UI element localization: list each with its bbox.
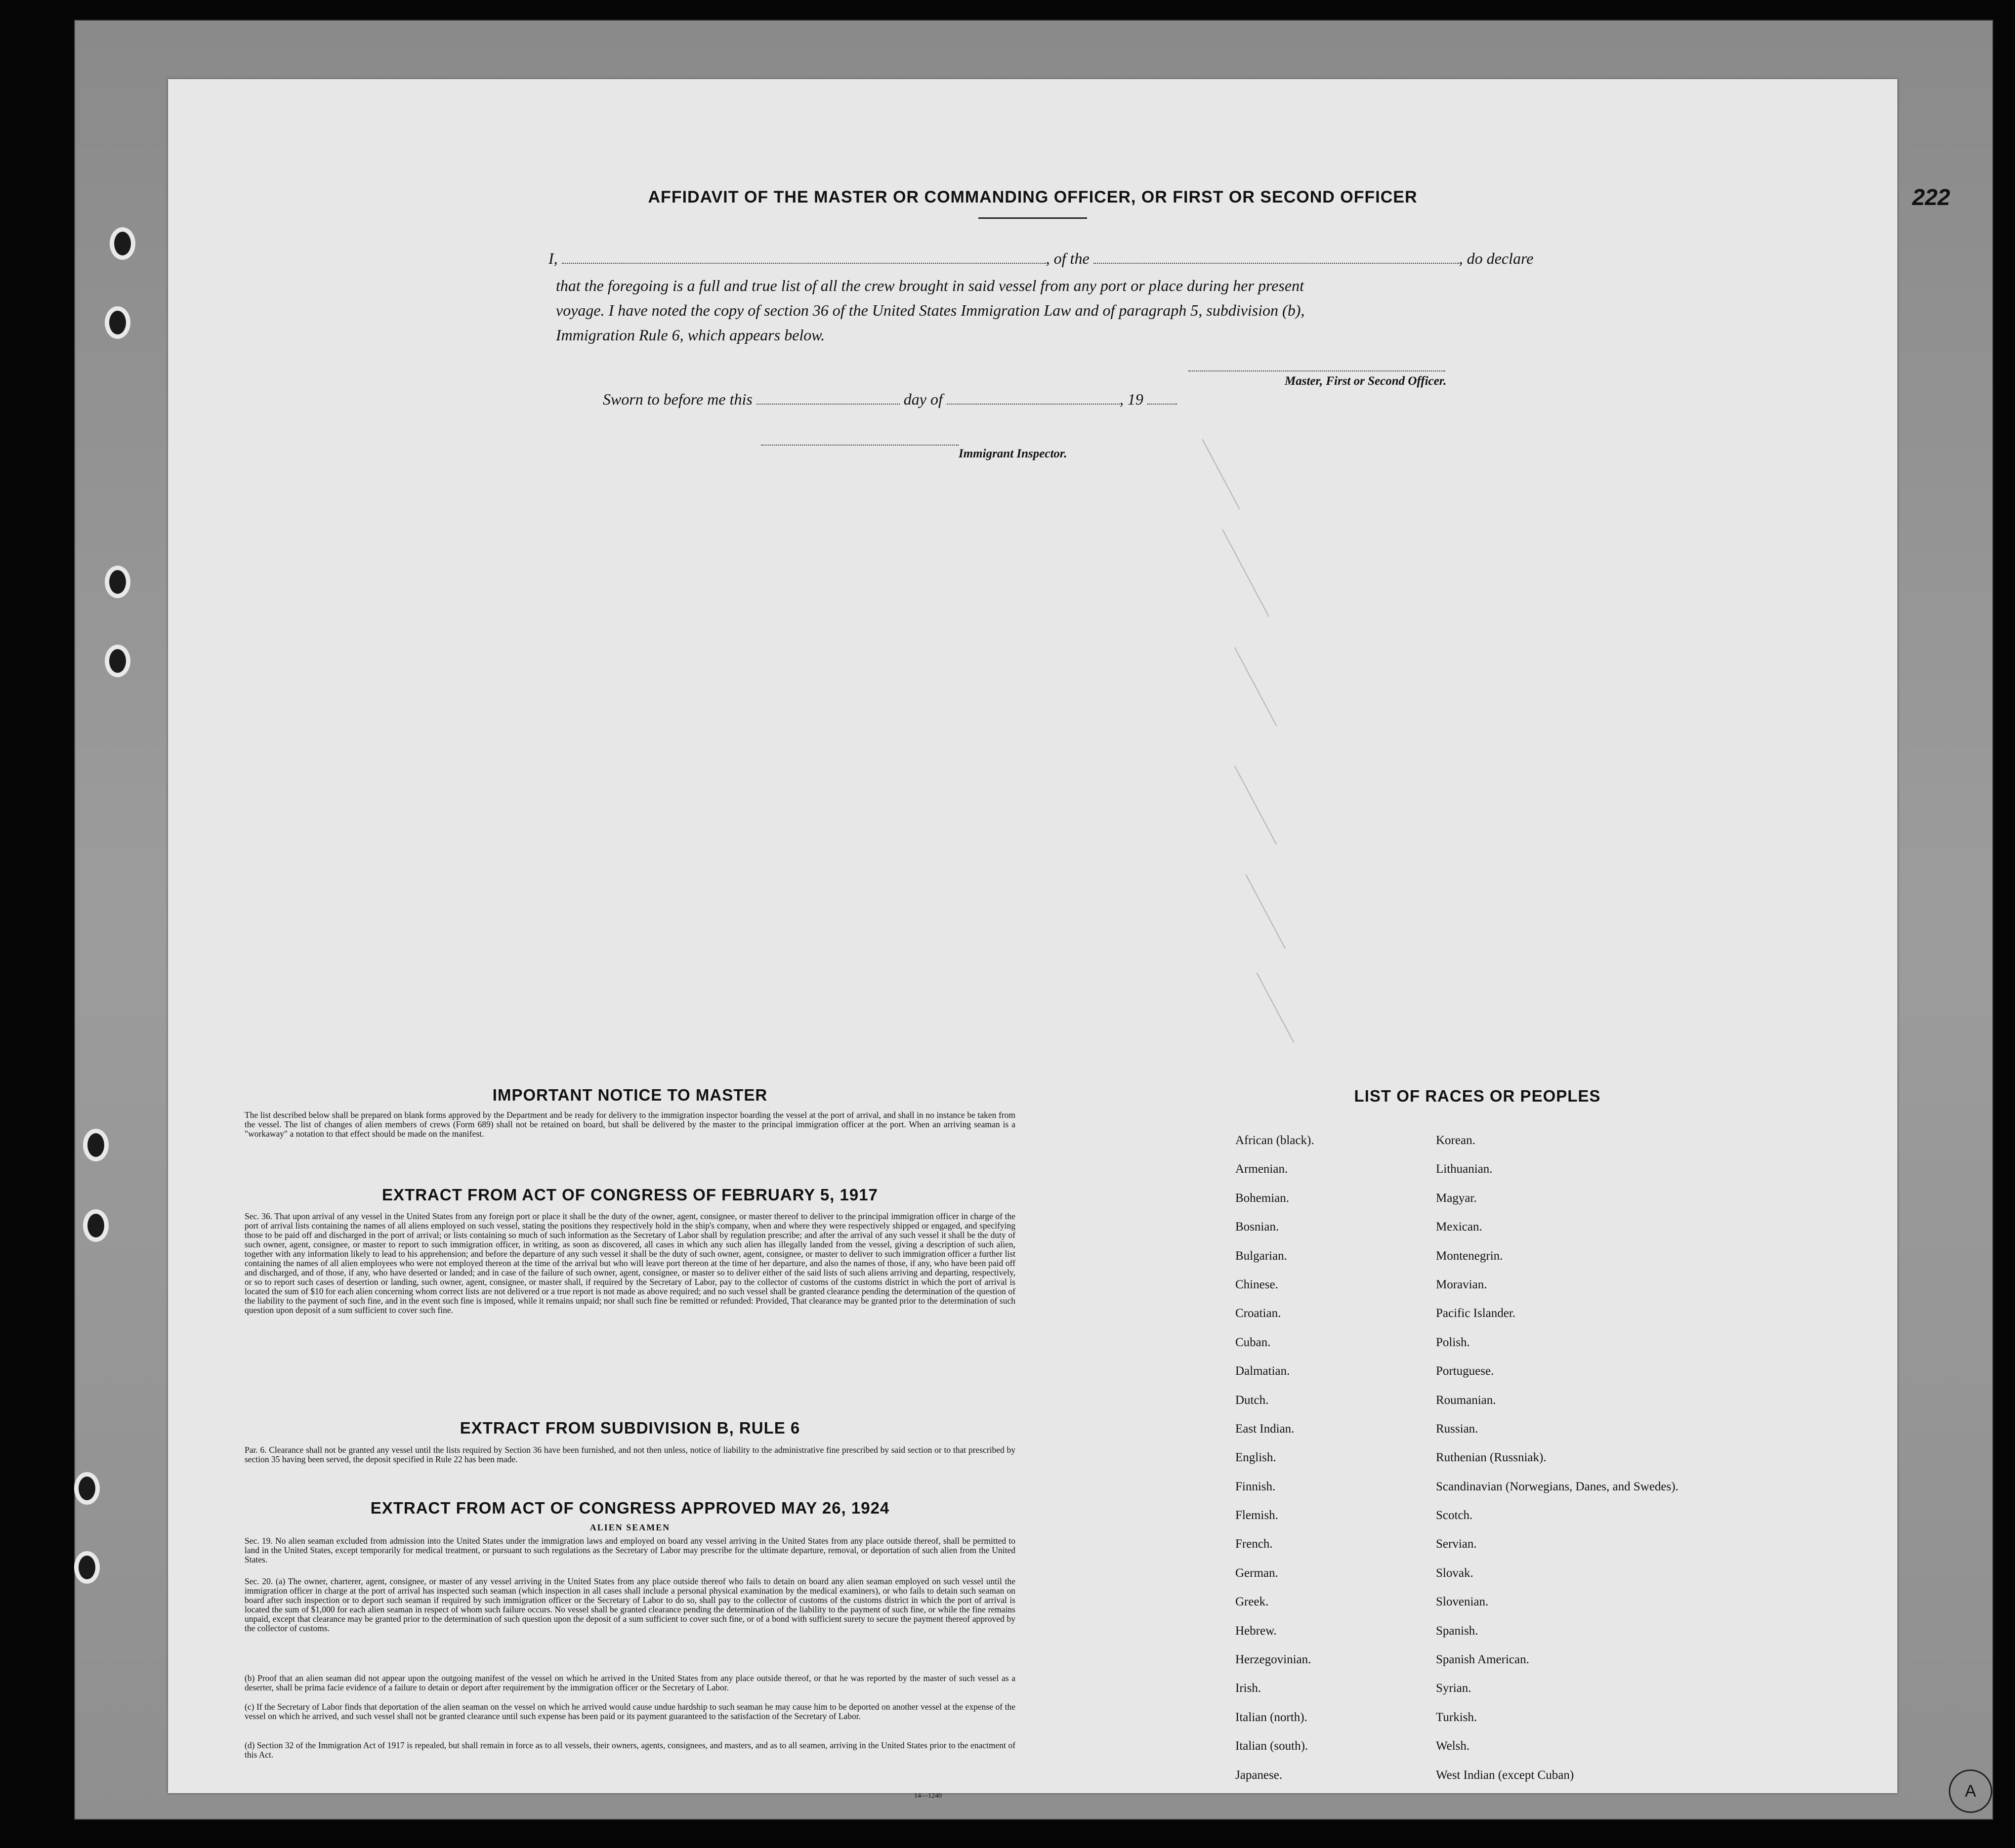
master-caption: Master, First or Second Officer. xyxy=(1285,374,1447,388)
form-code: 14—1240 xyxy=(914,1792,942,1800)
race-item: Italian (south). xyxy=(1235,1739,1308,1753)
race-item: Chinese. xyxy=(1235,1277,1278,1291)
vessel-field[interactable] xyxy=(1093,251,1459,264)
race-item: Welsh. xyxy=(1436,1739,1470,1753)
race-item: German. xyxy=(1235,1566,1278,1580)
notice-text: The list described below shall be prepared on blank forms approved by the Department and be ready for delivery to the immigration inspector boarding the vessel at the port of arrival, and shall in no instance be taken from the vessel. The list of changes of alien members of crews (Form 689) shall not be retained on board, but shall be delivered by the master to the principal immigration officer at the port. When an arriving seaman is a "workaway" a notation to that effect should be made on the manifest. xyxy=(245,1110,1015,1139)
sworn-year-label: , 19 xyxy=(1119,390,1143,408)
race-item: Croatian. xyxy=(1235,1307,1281,1320)
race-item: Scotch. xyxy=(1436,1509,1473,1522)
races-left-column xyxy=(1235,1134,1413,1798)
binder-hole xyxy=(110,227,135,260)
race-item: Greek. xyxy=(1235,1595,1269,1609)
race-item: Roumanian. xyxy=(1436,1393,1496,1407)
race-item: African (black). xyxy=(1235,1134,1314,1147)
races-right-column xyxy=(1436,1134,1679,1798)
race-item: Magyar. xyxy=(1436,1191,1477,1205)
rule-6-text: Par. 6. Clearance shall not be granted any vessel until the lists required by Section 36 have been furnished, and not then unless, notice of liability to the administrative fine prescribed by said section or to that prescribed by section 35 having been served, the deposit specified in Rule 22 has been made. xyxy=(245,1445,1015,1464)
bleed-through-mark xyxy=(1202,439,1240,509)
race-item: Cuban. xyxy=(1235,1335,1271,1349)
declaration-line-4: Immigration Rule 6, which appears below. xyxy=(556,326,825,344)
act-1924-heading: EXTRACT FROM ACT OF CONGRESS APPROVED MAY 26, 1924 xyxy=(370,1499,890,1517)
race-item: Portuguese. xyxy=(1436,1364,1494,1378)
race-item: Russian. xyxy=(1436,1422,1478,1436)
race-item: Armenian. xyxy=(1235,1162,1288,1176)
act-1924-sec-19: Sec. 19. No alien seaman excluded from admission into the United States under the immigration laws and employed on board any vessel arriving in the United States from any place outside thereof, shall be permitted to land in the United States, except temporarily for medical treatment, or pursuant to such regulations as the Secretary of Labor may prescribe for the ultimate departure, removal, or deportation of such alien from the United States. xyxy=(245,1536,1015,1564)
race-item: Mexican. xyxy=(1436,1220,1482,1234)
races-heading: LIST OF RACES OR PEOPLES xyxy=(1354,1087,1601,1105)
declaration-line-2: that the foregoing is a full and true list of all the crew brought in said vessel from any port or place during her present xyxy=(556,277,1304,294)
race-item: Italian (north). xyxy=(1235,1710,1307,1724)
race-item: Dutch. xyxy=(1235,1393,1269,1407)
bleed-through-mark xyxy=(1234,766,1277,845)
race-item: Polish. xyxy=(1436,1335,1470,1349)
bleed-through-mark xyxy=(1222,529,1269,617)
race-item: Japanese. xyxy=(1235,1768,1283,1782)
sworn-day-label: day of xyxy=(903,390,943,408)
race-item: Spanish. xyxy=(1436,1624,1478,1638)
race-item: Spanish American. xyxy=(1436,1653,1529,1667)
declaration-line-3: voyage. I have noted the copy of section 36 of the United States Immigration Law and of paragraph 5, subdivision (b), xyxy=(556,301,1305,319)
declaration-prefix: I, xyxy=(548,249,558,267)
act-1924-sec-20b: (b) Proof that an alien seaman did not appear upon the outgoing manifest of the vessel on which he arrived in the United States from any place outside thereof, or that he was reported by the master of such vessel as a deserter, shall be prima facie evidence of a failure to detain or deport after requirement by the immigration officer or the Secretary of Labor. xyxy=(245,1673,1015,1692)
race-item: Dalmatian. xyxy=(1235,1364,1290,1378)
race-item: Bulgarian. xyxy=(1235,1249,1287,1263)
bleed-through-mark xyxy=(1245,874,1286,948)
notice-heading: IMPORTANT NOTICE TO MASTER xyxy=(492,1086,768,1104)
race-item: Montenegrin. xyxy=(1436,1249,1503,1263)
race-item: Servian. xyxy=(1436,1537,1477,1551)
bleed-through-mark xyxy=(1257,973,1295,1043)
binder-hole xyxy=(83,1129,109,1161)
race-item: Irish. xyxy=(1235,1682,1261,1695)
race-item: Slovak. xyxy=(1436,1566,1473,1580)
race-item: Hebrew. xyxy=(1235,1624,1277,1638)
binder-hole xyxy=(74,1472,100,1505)
race-item: Ruthenian (Russniak). xyxy=(1436,1451,1547,1465)
act-1924-sec-20d: (d) Section 32 of the Immigration Act of 1917 is repealed, but shall remain in force as to all vessels, their owners, agents, consignees, and masters, and as to all seamen, arriving in the United States prior to the enactment of this Act. xyxy=(245,1740,1015,1760)
declaration-line-1 xyxy=(548,249,1533,268)
race-item: Slovenian. xyxy=(1436,1595,1489,1609)
act-1924-sec-20c: (c) If the Secretary of Labor finds that deportation of the alien seaman on the vessel on which he arrived would cause undue hardship to such seaman he may cause him to be deported on another vessel at the expense of the vessel on which he arrived, and such vessel shall not be granted clearance until such expense has been paid or its payment guaranteed to the satisfaction of the Secretary of Labor. xyxy=(245,1702,1015,1721)
bleed-through-mark xyxy=(1234,647,1277,726)
race-item: Flemish. xyxy=(1235,1509,1278,1522)
page-number: 222 xyxy=(1912,184,1950,210)
race-item: Herzegovinian. xyxy=(1235,1653,1311,1667)
binder-hole xyxy=(83,1209,109,1242)
act-1924-sec-20a: Sec. 20. (a) The owner, charterer, agent, consignee, or master of any vessel arriving in the United States from any place outside thereof who fails to detain on board any alien seaman employed on such vessel until the immigration officer in charge at the port of arrival has inspected such seaman (which inspection in all cases shall include a personal physical examination by the medical examiners), or who fails to detain such seaman on board after such inspection or to deport such seaman if required by such immigration officer or the Secretary of Labor to do so, shall pay to the collector of customs of the customs district in which the port of arrival is located the sum of $1,000 for each alien seaman in respect of whom such failure occurs. No vessel shall be granted clearance pending the determination of the liability to the payment of such fine, or while the fine remains unpaid, except that clearance may be granted prior to the determination of such question upon the deposit of a sum sufficient to cover such fine, or of a bond with sufficient surety to secure the payment thereof approved by the collector of customs. xyxy=(245,1576,1015,1633)
sworn-day-field[interactable] xyxy=(756,392,900,405)
race-item: Bohemian. xyxy=(1235,1191,1290,1205)
sworn-line xyxy=(603,390,1177,409)
affidavit-title: AFFIDAVIT OF THE MASTER OR COMMANDING OFFICER, OR FIRST OR SECOND OFFICER xyxy=(648,188,1418,206)
race-item: Turkish. xyxy=(1436,1710,1477,1724)
inspector-signature-line[interactable] xyxy=(761,445,959,446)
race-item: Lithuanian. xyxy=(1436,1162,1493,1176)
sworn-month-field[interactable] xyxy=(947,392,1120,405)
binder-hole xyxy=(105,566,130,598)
race-item: Syrian. xyxy=(1436,1682,1471,1695)
binder-hole xyxy=(105,645,130,677)
race-item: West Indian (except Cuban) xyxy=(1436,1768,1574,1782)
act-1917-text: Sec. 36. That upon arrival of any vessel in the United States from any foreign port or place it shall be the duty of the owner, agent, consignee, or master thereof to deliver to the principal immigration officer in charge of the port of arrival lists containing the names of all aliens employed on such vessel, stating the positions they respectively hold in the ship's company, when and where they were respectively shipped or engaged, and specifying those to be paid off and discharged in the port of arrival; or lists containing so much of such information as the Secretary of Labor shall by regulation prescribe; and after the arrival of any such vessel it shall be the duty of such owner, agent, consignee, or master to report to such immigration officer, in writing, as soon as discovered, all cases in which any such alien has illegally landed from the vessel, giving a description of such alien, together with any information likely to lead to his apprehension; and before the departure of any such vessel it shall be the duty of such owner, agent, consignee, or master to deliver to such immigration officer a further list containing the names of all alien employees who were not employed thereon at the time of the arrival but who will leave port thereon at the time of her departure, and also the names of those, if any, who have been paid off and discharged, and of those, if any, who have deserted or landed; and in case of the failure of such owner, agent, consignee, or master so to deliver either of the said lists of such aliens arriving and departing, respectively, or so to report such cases of desertion or landing, such owner, agent, consignee, or master shall, if required by the Secretary of Labor, pay to the collector of customs of the customs district in which the port of arrival is located the sum of $10 for each alien concerning whom correct lists are not delivered or a true report is not made as above required; and no such vessel shall be granted clearance pending the determination of the question of the liability to the payment of such fine, and in the event such fine is imposed, while it remains unpaid; nor shall such fine be remitted or refunded: Provided, That clearance may be granted prior to the determination of such question upon deposit of a sum sufficient to cover such fine. xyxy=(245,1211,1015,1315)
race-item: Korean. xyxy=(1436,1134,1475,1147)
title-rule xyxy=(978,217,1087,219)
binder-hole xyxy=(105,306,130,339)
rule-6-heading: EXTRACT FROM SUBDIVISION B, RULE 6 xyxy=(460,1419,800,1437)
master-signature-line[interactable] xyxy=(1188,370,1445,371)
race-item: Pacific Islander. xyxy=(1436,1307,1516,1320)
circled-stamp: A xyxy=(1949,1769,1992,1813)
race-item: East Indian. xyxy=(1235,1422,1295,1436)
sworn-prefix: Sworn to before me this xyxy=(603,390,753,408)
race-item: Scandinavian (Norwegians, Danes, and Swedes). xyxy=(1436,1479,1679,1493)
race-item: English. xyxy=(1235,1451,1276,1465)
declaration-suffix: , do declare xyxy=(1459,249,1534,267)
inspector-caption: Immigrant Inspector. xyxy=(959,447,1067,460)
binder-hole xyxy=(74,1551,100,1584)
sworn-year-field[interactable] xyxy=(1147,392,1177,405)
race-item: Moravian. xyxy=(1436,1277,1487,1291)
name-field[interactable] xyxy=(562,251,1046,264)
alien-seamen-subheading: ALIEN SEAMEN xyxy=(589,1522,671,1532)
declaration-of-the: , of the xyxy=(1046,249,1090,267)
act-1917-heading: EXTRACT FROM ACT OF CONGRESS OF FEBRUARY 5, 1917 xyxy=(382,1186,878,1204)
race-item: French. xyxy=(1235,1537,1273,1551)
race-item: Bosnian. xyxy=(1235,1220,1279,1234)
race-item: Finnish. xyxy=(1235,1479,1276,1493)
